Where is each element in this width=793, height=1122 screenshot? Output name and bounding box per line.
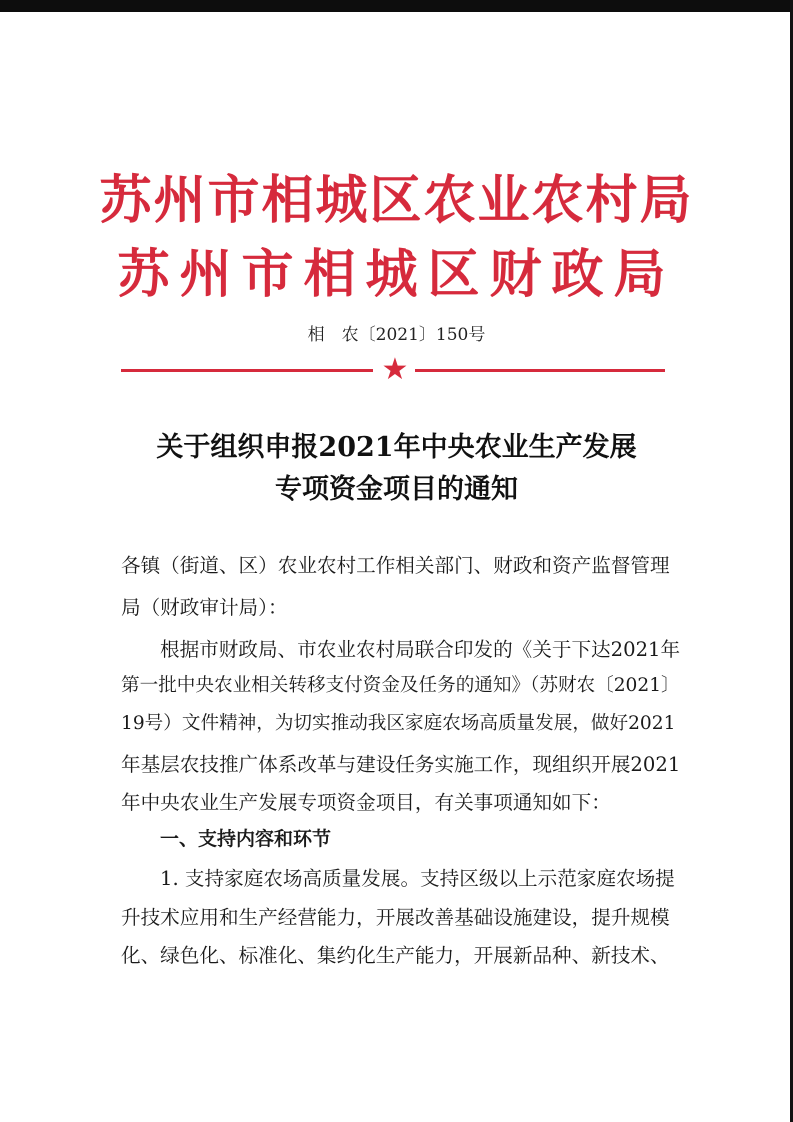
document-title-line-2: 专项资金项目的通知 (275, 474, 518, 505)
body-line: 各镇（街道、区）农业农村工作相关部门、财政和资产监督管理 (121, 554, 670, 577)
body-line: 升技术应用和生产经营能力，开展改善基础设施建设，提升规模 (121, 906, 670, 929)
body-line: 第一批中央农业相关转移支付资金及任务的通知》（苏财农〔2021〕 (121, 675, 680, 696)
document-title-line-1: 关于组织申报2021年中央农业生产发展 (156, 432, 637, 463)
body-line: 年基层农技推广体系改革与建设任务实施工作，现组织开展2021 (121, 753, 681, 776)
red-rule-right (415, 369, 665, 372)
scan-border-top (0, 0, 793, 12)
body-line: 年中央农业生产发展专项资金项目，有关事项通知如下： (121, 791, 611, 814)
issuing-authority-1: 苏州市相城区农业农村局 (99, 171, 694, 231)
body-line: 根据市财政局、市农业农村局联合印发的《关于下达2021年 (160, 638, 681, 661)
body-line: 1. 支持家庭农场高质量发展。支持区级以上示范家庭农场提 (160, 867, 675, 890)
star-icon: ★ (381, 352, 409, 387)
body-line: 19号）文件精神，为切实推动我区家庭农场高质量发展，做好2021 (121, 713, 676, 734)
red-rule-left (121, 369, 373, 372)
issuing-authority-2: 苏州市相城区财政局 (117, 245, 676, 305)
section-heading: 一、支持内容和环节 (160, 828, 332, 850)
body-line: 局（财政审计局）： (121, 596, 288, 619)
body-line: 化、绿色化、标准化、集约化生产能力，开展新品种、新技术、 (121, 944, 670, 967)
document-number: 相 农〔2021〕150号 (307, 325, 486, 345)
